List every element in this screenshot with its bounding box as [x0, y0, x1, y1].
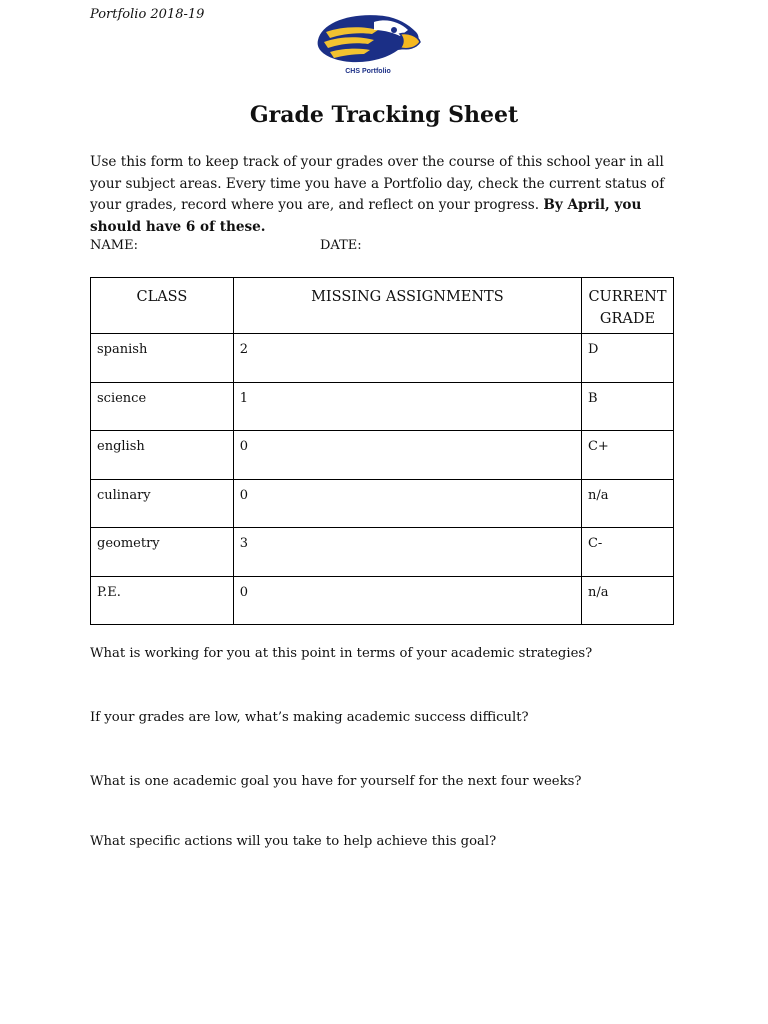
name-label: NAME: — [90, 238, 138, 253]
header-class: CLASS — [91, 278, 234, 334]
header-grade-line1: CURRENT — [588, 289, 667, 305]
question-actions: What specific actions will you take to help achieve this goal? — [90, 834, 497, 849]
cell-missing: 1 — [233, 382, 581, 431]
cell-missing: 2 — [233, 334, 581, 383]
cell-class: culinary — [91, 479, 234, 528]
cell-grade: C- — [581, 528, 673, 577]
header-current-grade — [581, 278, 673, 334]
grades-table — [90, 277, 674, 625]
cell-class: english — [91, 431, 234, 480]
cell-grade: n/a — [581, 576, 673, 625]
cell-class: geometry — [91, 528, 234, 577]
cell-missing: 0 — [233, 479, 581, 528]
header-missing-assignments: MISSING ASSIGNMENTS — [233, 278, 581, 334]
intro-emphasis: By April, you should have 6 of these. — [90, 197, 642, 235]
table-row — [91, 431, 674, 480]
table-row — [91, 479, 674, 528]
cell-missing: 0 — [233, 431, 581, 480]
cell-class: spanish — [91, 334, 234, 383]
eagle-head-icon — [312, 10, 424, 68]
logo-caption: CHS Portfolio — [345, 68, 391, 75]
table-row — [91, 382, 674, 431]
intro-paragraph — [90, 152, 690, 238]
question-strategies: What is working for you at this point in terms of your academic strategies? — [90, 646, 593, 661]
table-header-row — [91, 278, 674, 334]
question-goal: What is one academic goal you have for yourself for the next four weeks? — [90, 774, 582, 789]
intro-text: Use this form to keep track of your grades over the course of this school year in all your subject areas. Every time you have a Portfolio day, check the current status of your grades, record where you are, and reflect on your progress. — [90, 154, 665, 213]
cell-missing: 0 — [233, 576, 581, 625]
header-grade-line2: GRADE — [599, 311, 656, 327]
table-row — [91, 576, 674, 625]
question-difficulties: If your grades are low, what’s making academic success difficult? — [90, 710, 529, 725]
cell-missing: 3 — [233, 528, 581, 577]
cell-grade: n/a — [581, 479, 673, 528]
cell-grade: D — [581, 334, 673, 383]
table-row — [91, 334, 674, 383]
cell-grade: C+ — [581, 431, 673, 480]
date-label: DATE: — [320, 238, 362, 253]
cell-class: science — [91, 382, 234, 431]
cell-grade: B — [581, 382, 673, 431]
cell-class: P.E. — [91, 576, 234, 625]
page-title: Grade Tracking Sheet — [249, 102, 519, 128]
table-row — [91, 528, 674, 577]
school-logo — [312, 10, 424, 80]
portfolio-year-note: Portfolio 2018-19 — [90, 7, 205, 22]
